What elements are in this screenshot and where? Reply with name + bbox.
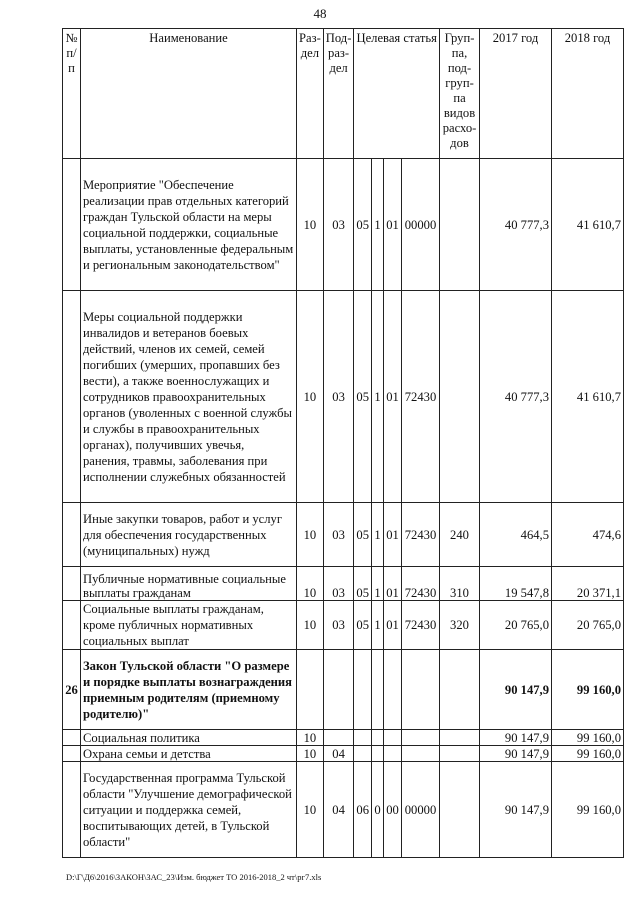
table-row — [63, 601, 624, 650]
row-target-program: 06 — [354, 762, 372, 858]
row-target-event: 01 — [384, 159, 402, 291]
row-no — [63, 730, 81, 746]
row-target-event — [384, 730, 402, 746]
row-subsection: 03 — [323, 159, 354, 291]
table-row — [63, 746, 624, 762]
row-target-event — [384, 650, 402, 730]
row-target-subprogram: 0 — [372, 762, 384, 858]
row-target-subprogram — [372, 746, 384, 762]
row-amount-2018: 99 160,0 — [552, 650, 624, 730]
row-expense-group — [440, 762, 480, 858]
row-target-direction: 72430 — [402, 601, 440, 650]
table-header-row — [63, 29, 624, 159]
row-amount-2018: 20 371,1 — [552, 567, 624, 601]
row-amount-2017: 90 147,9 — [480, 730, 552, 746]
row-no — [63, 291, 81, 503]
row-amount-2018: 474,6 — [552, 503, 624, 567]
row-section: 10 — [297, 503, 324, 567]
row-target-subprogram — [372, 730, 384, 746]
row-target-event: 00 — [384, 762, 402, 858]
row-subsection: 03 — [323, 503, 354, 567]
budget-table — [62, 28, 624, 858]
row-name: Закон Тульской области "О размере и порядке выплаты вознаграждения приемным родителям (приемному родителю)" — [81, 650, 297, 730]
row-name: Мероприятие "Обеспечение реализации прав отдельных категорий граждан Тульской области на меры социальной поддержки, социальные выплаты, установленные федеральным и региональным законодательством" — [81, 159, 297, 291]
row-target-direction: 72430 — [402, 291, 440, 503]
row-target-program: 05 — [354, 503, 372, 567]
col-header-group: Груп-па, под-груп-па видов расхо-дов — [440, 29, 480, 159]
row-amount-2018: 41 610,7 — [552, 291, 624, 503]
row-section: 10 — [297, 567, 324, 601]
row-amount-2017: 90 147,9 — [480, 762, 552, 858]
row-target-event — [384, 746, 402, 762]
row-section: 10 — [297, 159, 324, 291]
row-section: 10 — [297, 291, 324, 503]
row-expense-group — [440, 159, 480, 291]
col-header-name: Наименование — [81, 29, 297, 159]
row-target-subprogram — [372, 650, 384, 730]
row-target-program — [354, 730, 372, 746]
row-section: 10 — [297, 601, 324, 650]
row-target-event: 01 — [384, 503, 402, 567]
row-target-subprogram: 1 — [372, 567, 384, 601]
row-expense-group — [440, 650, 480, 730]
row-subsection: 03 — [323, 291, 354, 503]
col-header-section: Раз-дел — [297, 29, 324, 159]
row-amount-2018: 99 160,0 — [552, 746, 624, 762]
row-section — [297, 650, 324, 730]
row-amount-2017: 20 765,0 — [480, 601, 552, 650]
row-amount-2017: 19 547,8 — [480, 567, 552, 601]
row-name: Социальные выплаты гражданам, кроме публичных нормативных социальных выплат — [81, 601, 297, 650]
row-subsection — [323, 650, 354, 730]
row-expense-group: 310 — [440, 567, 480, 601]
row-amount-2017: 40 777,3 — [480, 159, 552, 291]
row-target-direction — [402, 650, 440, 730]
row-subsection: 04 — [323, 762, 354, 858]
row-target-subprogram: 1 — [372, 601, 384, 650]
table-row — [63, 503, 624, 567]
row-amount-2018: 99 160,0 — [552, 762, 624, 858]
row-expense-group: 240 — [440, 503, 480, 567]
table-row — [63, 291, 624, 503]
row-no — [63, 503, 81, 567]
col-header-target: Целевая статья — [354, 29, 440, 159]
col-header-no: № п/ п — [63, 29, 81, 159]
row-section: 10 — [297, 746, 324, 762]
table-row — [63, 567, 624, 601]
row-target-program: 05 — [354, 159, 372, 291]
row-name: Меры социальной поддержки инвалидов и ветеранов боевых действий, членов их семей, семей погибших (умерших, пропавших без вести), а также военнослужащих и сотрудников правоохранительных органов (уволенных с военной службы и службы в правоохранительных органах), получивших увечья, ранения, травмы, заболевания при исполнении служебных обязанностей — [81, 291, 297, 503]
row-amount-2018: 20 765,0 — [552, 601, 624, 650]
row-target-subprogram: 1 — [372, 291, 384, 503]
row-expense-group — [440, 291, 480, 503]
row-no — [63, 567, 81, 601]
row-amount-2017: 90 147,9 — [480, 650, 552, 730]
row-no — [63, 601, 81, 650]
row-name: Публичные нормативные социальные выплаты гражданам — [81, 567, 297, 601]
row-target-direction — [402, 746, 440, 762]
row-target-event: 01 — [384, 291, 402, 503]
row-name: Государственная программа Тульской области "Улучшение демографической ситуации и поддержка семей, воспитывающих детей, в Тульской области" — [81, 762, 297, 858]
row-target-program: 05 — [354, 567, 372, 601]
row-section: 10 — [297, 730, 324, 746]
table-row — [63, 159, 624, 291]
row-name: Охрана семьи и детства — [81, 746, 297, 762]
table-row — [63, 730, 624, 746]
col-header-2017: 2017 год — [480, 29, 552, 159]
row-target-event: 01 — [384, 601, 402, 650]
row-target-subprogram: 1 — [372, 159, 384, 291]
row-no: 26 — [63, 650, 81, 730]
row-amount-2018: 99 160,0 — [552, 730, 624, 746]
row-target-direction: 72430 — [402, 503, 440, 567]
table-row — [63, 762, 624, 858]
page-number: 48 — [313, 6, 327, 21]
row-subsection — [323, 730, 354, 746]
row-target-program: 05 — [354, 601, 372, 650]
row-expense-group — [440, 730, 480, 746]
row-amount-2017: 464,5 — [480, 503, 552, 567]
row-target-program: 05 — [354, 291, 372, 503]
row-no — [63, 159, 81, 291]
row-name: Социальная политика — [81, 730, 297, 746]
row-section: 10 — [297, 762, 324, 858]
row-subsection: 03 — [323, 567, 354, 601]
row-target-direction: 00000 — [402, 762, 440, 858]
row-target-direction: 00000 — [402, 159, 440, 291]
row-expense-group: 320 — [440, 601, 480, 650]
row-target-subprogram: 1 — [372, 503, 384, 567]
row-amount-2018: 41 610,7 — [552, 159, 624, 291]
row-target-direction: 72430 — [402, 567, 440, 601]
row-amount-2017: 40 777,3 — [480, 291, 552, 503]
table-row — [63, 650, 624, 730]
row-target-direction — [402, 730, 440, 746]
col-header-2018: 2018 год — [552, 29, 624, 159]
row-target-program — [354, 746, 372, 762]
row-target-event: 01 — [384, 567, 402, 601]
row-amount-2017: 90 147,9 — [480, 746, 552, 762]
row-expense-group — [440, 746, 480, 762]
row-no — [63, 746, 81, 762]
row-subsection: 03 — [323, 601, 354, 650]
footer-file-path: D:\Г\Д6\2016\ЗАКОН\ЗАС_23\Изм. бюджет ТО 2016-2018_2 чт\рг7.xls — [66, 872, 322, 882]
row-no — [63, 762, 81, 858]
row-name: Иные закупки товаров, работ и услуг для обеспечения государственных (муниципальных) нужд — [81, 503, 297, 567]
row-subsection: 04 — [323, 746, 354, 762]
row-target-program — [354, 650, 372, 730]
col-header-subsection: Под-раз-дел — [323, 29, 354, 159]
